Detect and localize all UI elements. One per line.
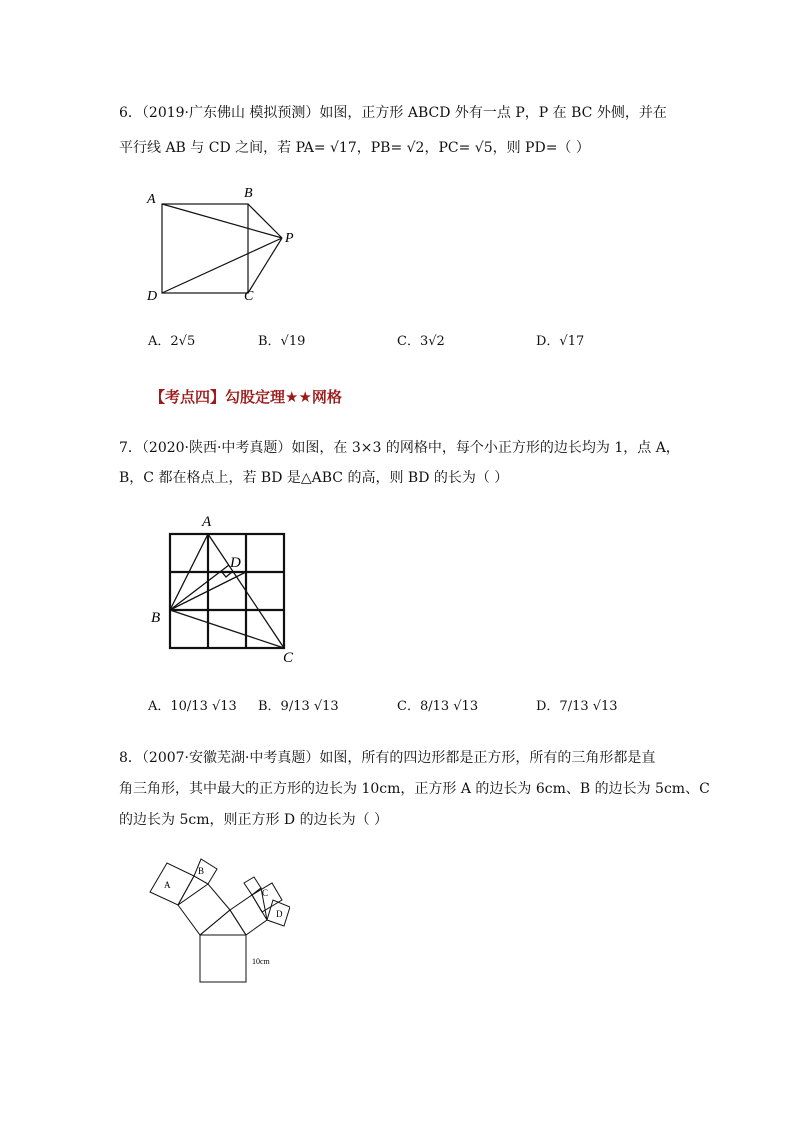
q7-line1: 7．（2020·陕西·中考真题）如图，在 3×3 的网格中，每个小正方形的边长均为 1，点 A， xyxy=(119,440,680,456)
q7-option-a[interactable]: A．10/13 √13 xyxy=(148,699,237,714)
q7-label-D: D xyxy=(230,555,241,571)
q7-label-C: C xyxy=(283,650,294,666)
q7-figure xyxy=(148,510,308,668)
q6-label-P: P xyxy=(285,231,294,246)
q6-figure xyxy=(140,182,310,307)
q6-label-C: C xyxy=(244,289,254,304)
q7-line2: B，C 都在格点上，若 BD 是△ABC 的高，则 BD 的长为（ ） xyxy=(119,470,509,486)
q8-label-B: B xyxy=(198,866,205,876)
q7-label-A: A xyxy=(202,514,212,530)
q8-line3: 的边长为 5cm，则正方形 D 的边长为（ ） xyxy=(119,812,389,828)
q6-line2: 平行线 AB 与 CD 之间，若 PA= √17，PB= √2，PC= √5，则 PD=（ ） xyxy=(119,140,590,156)
q6-line1: 6．（2019·广东佛山 模拟预测）如图，正方形 ABCD 外有一点 P，P 在 BC 外侧，并在 xyxy=(119,105,667,121)
q8-label-D: D xyxy=(276,909,283,919)
q8-label-C: C xyxy=(262,888,269,898)
q8-label-A: A xyxy=(164,880,171,890)
q8-label-size: 10cm xyxy=(252,957,270,966)
section-heading: 【考点四】勾股定理★★网格 xyxy=(150,388,342,406)
q6-label-D: D xyxy=(147,289,158,304)
q6-label-A: A xyxy=(147,192,156,207)
q6-option-c[interactable]: C．3√2 xyxy=(397,334,445,349)
q8-line1: 8．（2007·安徽芜湖·中考真题）如图，所有的四边形都是正方形，所有的三角形都是直 xyxy=(119,750,656,766)
q6-option-a[interactable]: A．2√5 xyxy=(148,334,196,349)
q7-option-b[interactable]: B．9/13 √13 xyxy=(258,699,339,714)
q6-option-d[interactable]: D．√17 xyxy=(536,334,585,349)
q6-option-b[interactable]: B．√19 xyxy=(258,334,306,349)
q7-label-B: B xyxy=(151,610,161,626)
q8-figure xyxy=(140,850,290,990)
q7-option-d[interactable]: D．7/13 √13 xyxy=(536,699,618,714)
q6-label-B: B xyxy=(244,186,253,201)
q7-option-c[interactable]: C．8/13 √13 xyxy=(397,699,479,714)
q8-line2: 角三角形，其中最大的正方形的边长为 10cm，正方形 A 的边长为 6cm、B 的边长为 5cm、C xyxy=(119,781,710,797)
